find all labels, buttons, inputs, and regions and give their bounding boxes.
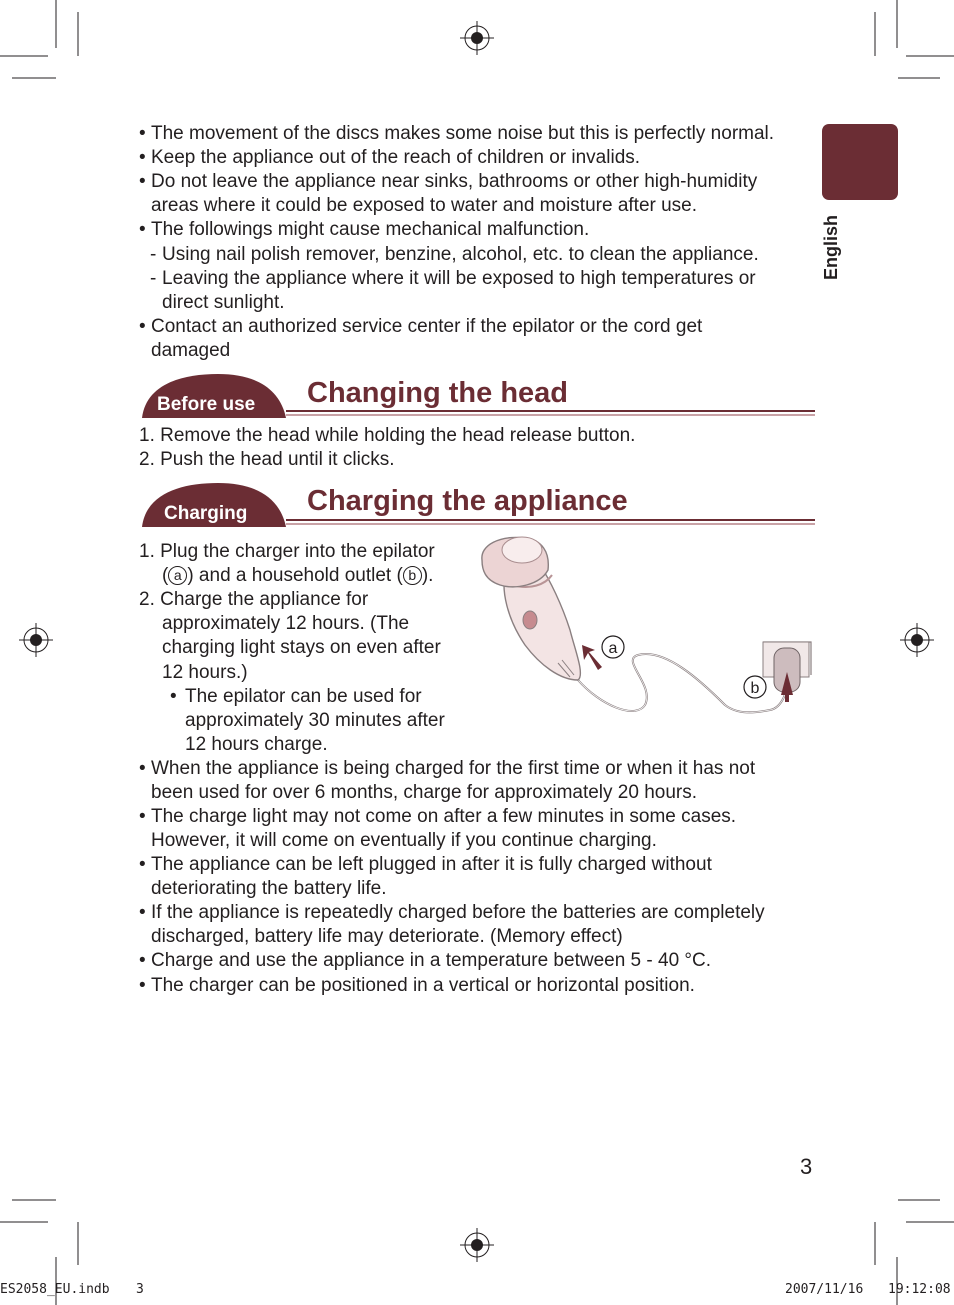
section-tab-label: Before use	[157, 394, 256, 415]
language-tab-block	[822, 124, 898, 200]
step-item: 2. Charge the appliance for	[139, 589, 369, 610]
language-label: English	[821, 214, 841, 280]
registration-mark-icon	[900, 623, 934, 657]
callout-b-marker: b	[403, 566, 422, 585]
print-slug-file: ES2058_EU.indb	[0, 1282, 110, 1297]
section-title: Charging the appliance	[307, 485, 628, 517]
step-item-continued: ( a ) and a household outlet ( b ).	[162, 565, 434, 586]
print-slug-time: 19:12:08	[888, 1282, 951, 1297]
epilator-charging-illustration	[470, 530, 820, 725]
print-slug-date: 2007/11/16	[785, 1282, 864, 1297]
step-item: 2. Push the head until it clicks.	[139, 449, 395, 470]
callout-b-label: b	[750, 680, 760, 697]
registration-mark-icon	[460, 21, 494, 55]
registration-mark-icon	[19, 623, 53, 657]
step-item-continued: charging light stays on even after	[162, 637, 441, 658]
step-item-continued: 12 hours.)	[162, 662, 248, 683]
callout-a-marker: a	[168, 566, 187, 585]
registration-mark-icon	[460, 1228, 494, 1262]
section-tab-label: Charging	[164, 503, 248, 524]
section-title: Changing the head	[307, 377, 568, 409]
step-item: 1. Remove the head while holding the head release button.	[139, 425, 636, 446]
print-slug-page: 3	[136, 1282, 144, 1297]
step-item-continued: approximately 12 hours. (The	[162, 613, 410, 634]
step-item: 1. Plug the charger into the epilator	[139, 541, 435, 562]
callout-a-label: a	[608, 640, 618, 657]
page-number: 3	[800, 1154, 813, 1179]
